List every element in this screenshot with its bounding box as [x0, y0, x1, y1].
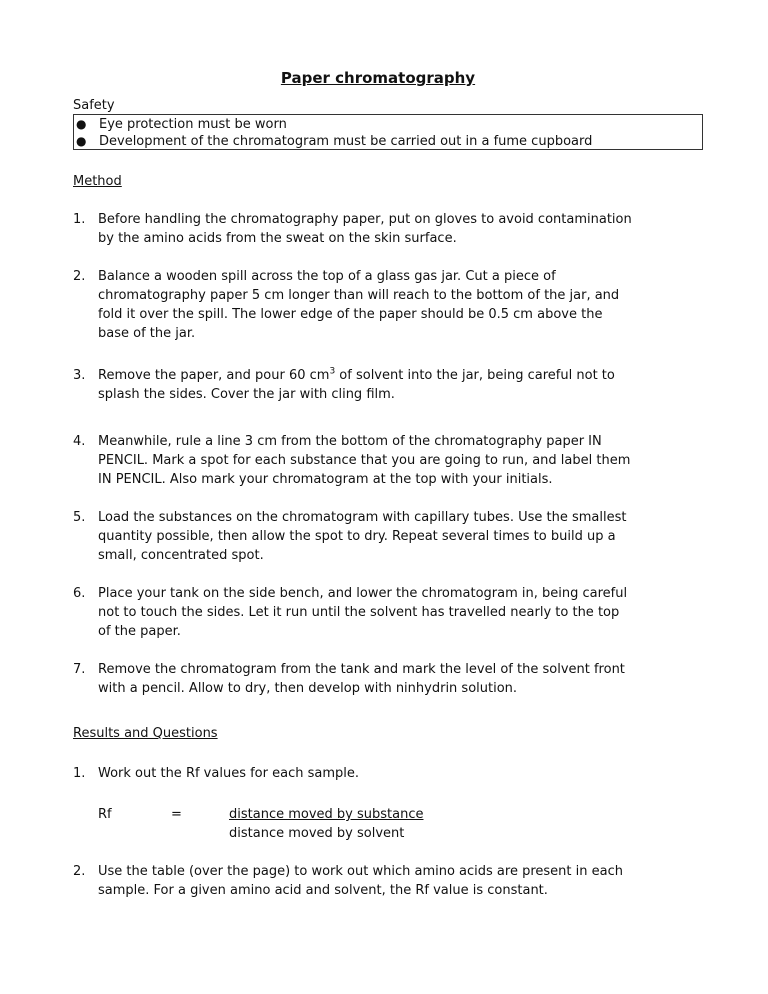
method-step	[73, 366, 693, 404]
step-text: IN PENCIL. Also mark your chromatogram at the top with your initials.	[98, 472, 553, 487]
method-step	[73, 267, 693, 343]
safety-box	[73, 114, 703, 150]
safety-item-text: Development of the chromatogram must be carried out in a fume cupboard	[99, 134, 593, 149]
question-number: 2.	[73, 864, 86, 879]
safety-item-text: Eye protection must be worn	[99, 117, 287, 132]
step-text: quantity possible, then allow the spot to dry. Repeat several times to build up a	[98, 529, 616, 544]
method-step	[73, 584, 693, 641]
method-step	[73, 508, 693, 565]
question-item	[73, 764, 693, 783]
step-number: 4.	[73, 434, 86, 449]
results-heading: Results and Questions	[73, 726, 218, 741]
formula-denominator: distance moved by solvent	[229, 826, 405, 841]
step-text: PENCIL. Mark a spot for each substance that you are going to run, and label them	[98, 453, 631, 468]
step-number: 3.	[73, 368, 86, 383]
method-step	[73, 432, 693, 489]
question-text: Work out the Rf values for each sample.	[98, 766, 359, 781]
step-text: chromatography paper 5 cm longer than will reach to the bottom of the jar, and	[98, 288, 620, 303]
method-step	[73, 660, 693, 698]
step-text: Remove the chromatogram from the tank and mark the level of the solvent front	[98, 662, 625, 677]
step-number: 5.	[73, 510, 86, 525]
formula-label: Rf	[98, 807, 112, 822]
step-number: 6.	[73, 586, 86, 601]
step-text: small, concentrated spot.	[98, 548, 264, 563]
step-text: with a pencil. Allow to dry, then develop with ninhydrin solution.	[98, 681, 518, 696]
step-text: Place your tank on the side bench, and lower the chromatogram in, being careful	[98, 586, 628, 601]
rf-formula	[98, 805, 698, 845]
step-text: Meanwhile, rule a line 3 cm from the bottom of the chromatography paper IN	[98, 434, 602, 449]
step-text: splash the sides. Cover the jar with cling film.	[98, 387, 395, 402]
step-text: Load the substances on the chromatogram with capillary tubes. Use the smallest	[98, 510, 627, 525]
formula-numerator: distance moved by substance	[229, 807, 424, 822]
question-text: sample. For a given amino acid and solvent, the Rf value is constant.	[98, 883, 548, 898]
step-number: 7.	[73, 662, 86, 677]
formula-equals: =	[171, 807, 182, 822]
step-text: fold it over the spill. The lower edge of the paper should be 0.5 cm above the	[98, 307, 603, 322]
step-text: base of the jar.	[98, 326, 196, 341]
bullet-icon: ●	[76, 117, 87, 131]
bullet-icon: ●	[76, 134, 87, 148]
question-number: 1.	[73, 766, 86, 781]
step-text: Remove the paper, and pour 60 $cm^3$ of solvent into the jar, being careful not to	[98, 366, 615, 383]
method-heading: Method	[73, 174, 122, 189]
step-number: 2.	[73, 269, 86, 284]
step-text: by the amino acids from the sweat on the skin surface.	[98, 231, 457, 246]
question-text: Use the table (over the page) to work out which amino acids are present in each	[98, 864, 623, 879]
step-text: Before handling the chromatography paper, put on gloves to avoid contamination	[98, 212, 632, 227]
step-text: not to touch the sides. Let it run until the solvent has travelled nearly to the top	[98, 605, 620, 620]
step-text: of the paper.	[98, 624, 181, 639]
safety-heading: Safety	[73, 98, 115, 113]
step-number: 1.	[73, 212, 86, 227]
page-title: Paper chromatography	[280, 69, 476, 87]
question-item	[73, 862, 693, 900]
step-text: Balance a wooden spill across the top of a glass gas jar. Cut a piece of	[98, 269, 556, 284]
method-step	[73, 210, 693, 248]
